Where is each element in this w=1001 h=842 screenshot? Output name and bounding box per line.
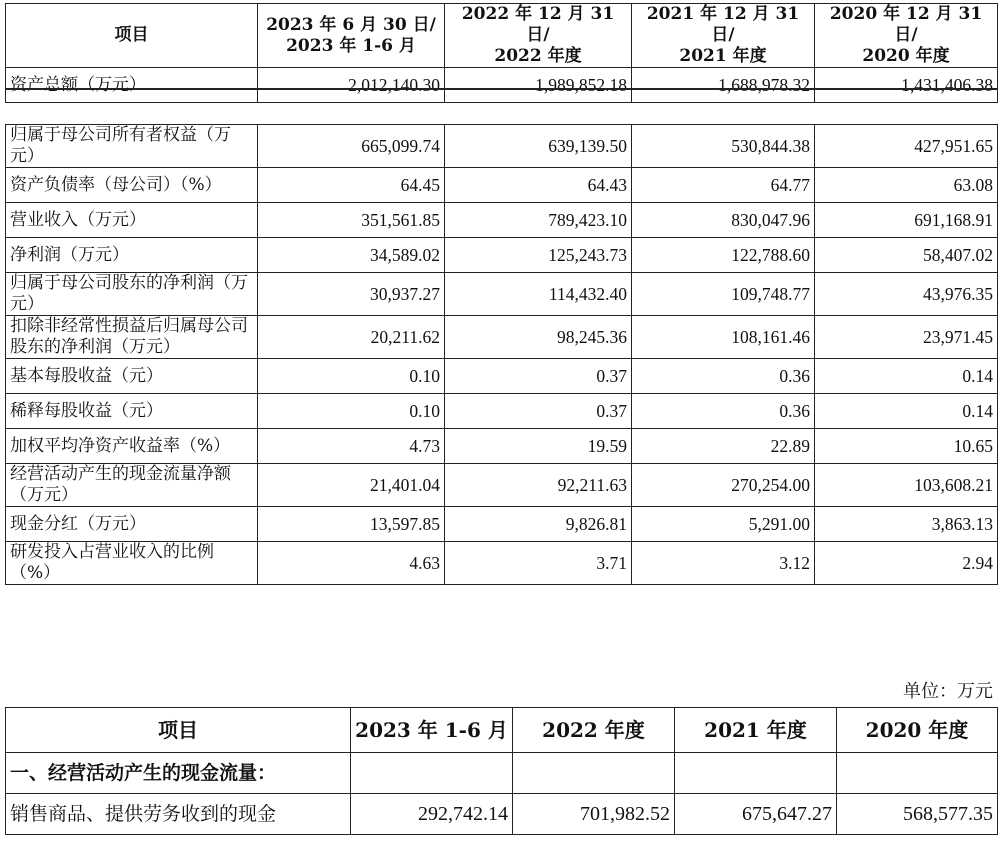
- cell-value: 0.36: [632, 394, 815, 429]
- row-label: 资产总额（万元）: [6, 68, 258, 103]
- header-2022: 2022 年 12 月 31 日/ 2022 年度: [445, 4, 632, 68]
- cell-value: 122,788.60: [632, 238, 815, 273]
- header-2021: 2021 年度: [675, 708, 837, 753]
- cell-value: 1,688,978.32: [632, 68, 815, 103]
- cell-value: 0.37: [445, 394, 632, 429]
- cell-value: 0.14: [815, 359, 998, 394]
- cell-value: 0.36: [632, 359, 815, 394]
- cell-value: 64.77: [632, 168, 815, 203]
- cell-value: 43,976.35: [815, 273, 998, 316]
- table-row: [6, 464, 998, 507]
- header-2020: 2020 年 12 月 31 日/ 2020 年度: [815, 4, 998, 68]
- cell-value: 665,099.74: [258, 125, 445, 168]
- header-2023h1: 2023 年 6 月 30 日/ 2023 年 1-6 月: [258, 4, 445, 68]
- row-label: 经营活动产生的现金流量净额（万元）: [6, 464, 258, 507]
- row-label: 现金分红（万元）: [6, 507, 258, 542]
- table-row: [6, 168, 998, 203]
- cell-value: 23,971.45: [815, 316, 998, 359]
- header-row: [6, 4, 998, 68]
- table-row: [6, 359, 998, 394]
- summary-table-main: [5, 88, 998, 585]
- header-item: 项目: [6, 708, 351, 753]
- cell-value: 9,826.81: [445, 507, 632, 542]
- cell-value: 3.71: [445, 542, 632, 585]
- row-label: 研发投入占营业收入的比例（%）: [6, 542, 258, 585]
- cell-value: 20,211.62: [258, 316, 445, 359]
- cell-value: 125,243.73: [445, 238, 632, 273]
- table-row: [6, 394, 998, 429]
- table-row: [6, 203, 998, 238]
- cell-value: 1,431,406.38: [815, 68, 998, 103]
- cell-value: 34,589.02: [258, 238, 445, 273]
- cell-value: 0.10: [258, 394, 445, 429]
- table-row: [6, 273, 998, 316]
- cell-value: 4.73: [258, 429, 445, 464]
- table-row: [6, 542, 998, 585]
- cell-value: 58,407.02: [815, 238, 998, 273]
- section-row: [6, 753, 998, 794]
- cell-value: 0.14: [815, 394, 998, 429]
- cell-value: 92,211.63: [445, 464, 632, 507]
- cell-value: 5,291.00: [632, 507, 815, 542]
- header-row: [6, 708, 998, 753]
- header-item: 项目: [6, 4, 258, 68]
- table-row: [6, 429, 998, 464]
- cell-value: 568,577.35: [837, 794, 998, 835]
- cell-value: 639,139.50: [445, 125, 632, 168]
- cell-value: 1,989,852.18: [445, 68, 632, 103]
- cell-value: 4.63: [258, 542, 445, 585]
- row-label: 基本每股收益（元）: [6, 359, 258, 394]
- section-title: 一、经营活动产生的现金流量：: [6, 753, 351, 794]
- row-label: 加权平均净资产收益率（%）: [6, 429, 258, 464]
- header-2023h1: 2023 年 1-6 月: [351, 708, 513, 753]
- cell-value: 64.45: [258, 168, 445, 203]
- row-label: 归属于母公司所有者权益（万元）: [6, 125, 258, 168]
- cell-value: 701,982.52: [513, 794, 675, 835]
- cell-value: 3,863.13: [815, 507, 998, 542]
- row-label: 净利润（万元）: [6, 238, 258, 273]
- table-row: [6, 125, 998, 168]
- cell-value: 21,401.04: [258, 464, 445, 507]
- row-label: 销售商品、提供劳务收到的现金: [6, 794, 351, 835]
- cell-value: 691,168.91: [815, 203, 998, 238]
- cell-value: 675,647.27: [675, 794, 837, 835]
- row-label: 营业收入（万元）: [6, 203, 258, 238]
- header-2021: 2021 年 12 月 31 日/ 2021 年度: [632, 4, 815, 68]
- header-2022: 2022 年度: [513, 708, 675, 753]
- table-row: [6, 507, 998, 542]
- cell-value: 270,254.00: [632, 464, 815, 507]
- cell-value: 109,748.77: [632, 273, 815, 316]
- cell-value: 108,161.46: [632, 316, 815, 359]
- cell-value: 98,245.36: [445, 316, 632, 359]
- cell-value: 830,047.96: [632, 203, 815, 238]
- cell-value: 0.10: [258, 359, 445, 394]
- cell-value: 13,597.85: [258, 507, 445, 542]
- cell-value: 30,937.27: [258, 273, 445, 316]
- cell-value: 103,608.21: [815, 464, 998, 507]
- cell-value: 789,423.10: [445, 203, 632, 238]
- row-label: 稀释每股收益（元）: [6, 394, 258, 429]
- table-row: [6, 238, 998, 273]
- cell-value: 2.94: [815, 542, 998, 585]
- cell-value: 19.59: [445, 429, 632, 464]
- cell-value: 114,432.40: [445, 273, 632, 316]
- row-label: 扣除非经常性损益后归属母公司股东的净利润（万元）: [6, 316, 258, 359]
- cell-value: 2,012,140.30: [258, 68, 445, 103]
- header-2020: 2020 年度: [837, 708, 998, 753]
- row-label: 资产负债率（母公司）（%）: [6, 168, 258, 203]
- cell-value: 3.12: [632, 542, 815, 585]
- table-row: [6, 794, 998, 835]
- cell-value: 292,742.14: [351, 794, 513, 835]
- cell-value: 10.65: [815, 429, 998, 464]
- cashflow-table: [5, 707, 998, 835]
- table-row: [6, 316, 998, 359]
- cell-value: 22.89: [632, 429, 815, 464]
- cell-value: 427,951.65: [815, 125, 998, 168]
- cell-value: 530,844.38: [632, 125, 815, 168]
- row-label: 归属于母公司股东的净利润（万元）: [6, 273, 258, 316]
- cell-value: 0.37: [445, 359, 632, 394]
- cell-value: 63.08: [815, 168, 998, 203]
- unit-note: 单位：万元: [903, 681, 993, 702]
- cell-value: 64.43: [445, 168, 632, 203]
- cell-value: 351,561.85: [258, 203, 445, 238]
